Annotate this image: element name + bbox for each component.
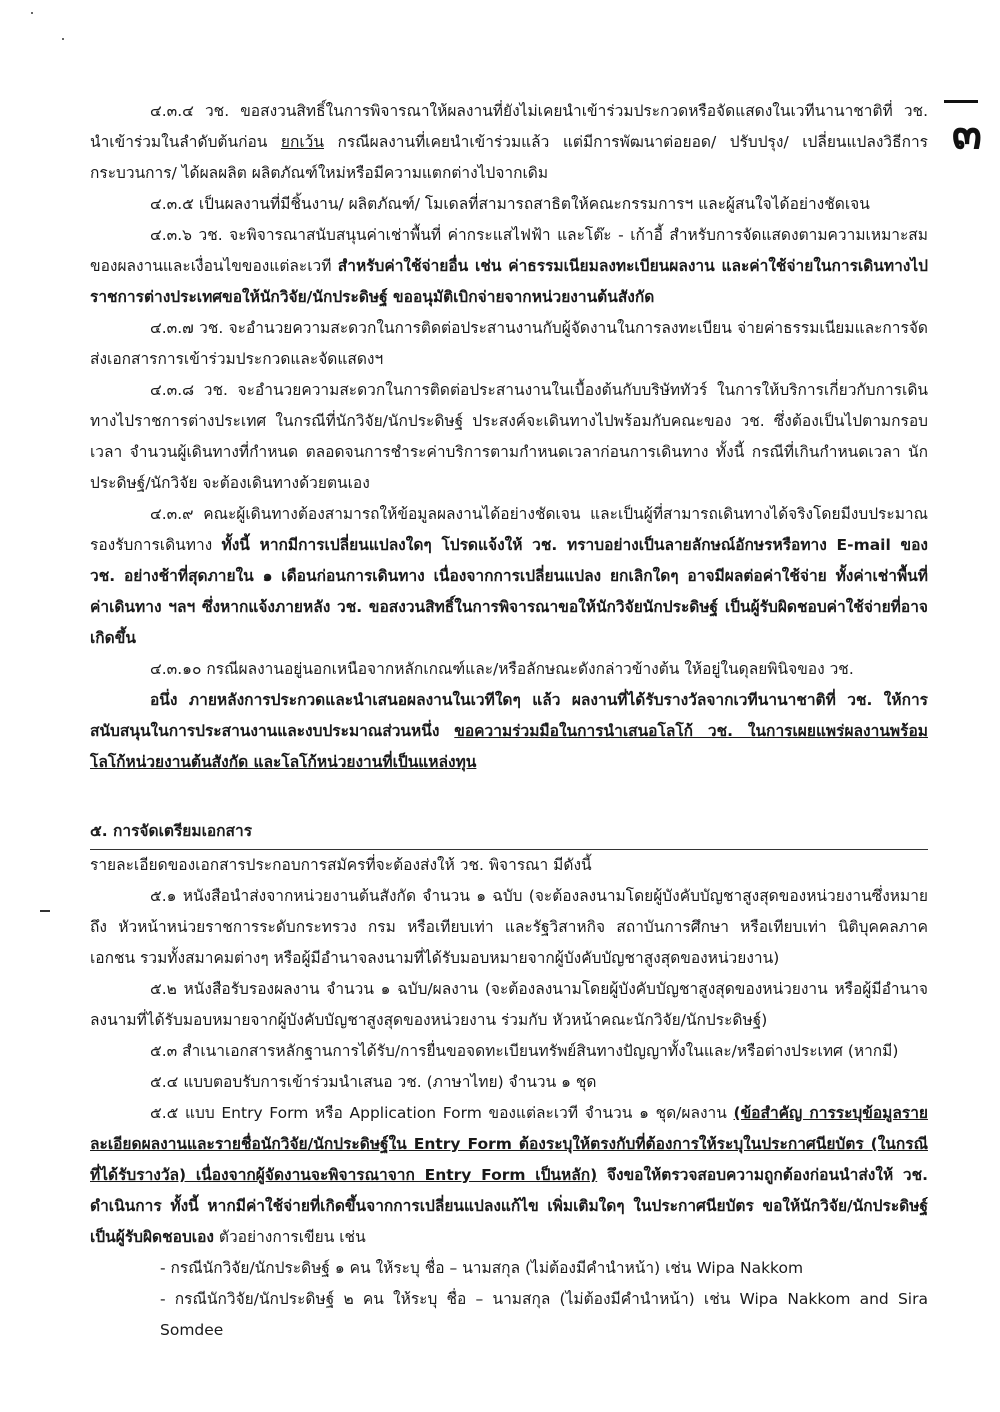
- scan-speck: [31, 12, 33, 14]
- margin-mark: [40, 910, 50, 912]
- item-text: ๔.๓.๙ คณะผู้เดินทางต้องสามารถให้ข้อมูลผลงานได้อย่างชัดเจน และเป็นผู้ที่สามารถเดินทางได้จริงโดยมีงบประมาณรองรับการเดินทาง: [90, 505, 928, 554]
- item-5-4: ๕.๔ แบบตอบรับการเข้าร่วมนำเสนอ วช. (ภาษาไทย) จำนวน ๑ ชุด: [150, 1073, 597, 1091]
- example-bullet-1: - กรณีนักวิจัย/นักประดิษฐ์ ๑ คน ให้ระบุ ชื่อ – นามสกุล (ไม่ต้องมีคำนำหน้า) เช่น Wipa Nakkom: [160, 1259, 804, 1277]
- document-body: [90, 96, 928, 1346]
- item-4-3-10: ๔.๓.๑๐ กรณีผลงานอยู่นอกเหนือจากหลักเกณฑ์และ/หรือลักษณะดังกล่าวข้างต้น ให้อยู่ในดุลยพินิจของ วช.: [150, 660, 854, 678]
- item-5-2: ๕.๒ หนังสือรับรองผลงาน จำนวน ๑ ฉบับ/ผลงาน (จะต้องลงนามโดยผู้บังคับบัญชาสูงสุดของหน่วยงาน หรือผู้มีอำนาจลงนามที่ได้รับมอบหมายจากผู้บังคับบัญชาสูงสุดของหน่วยงาน ร่วมกับ หัวหน้าคณะนักวิจัย/นักประดิษฐ์): [90, 980, 928, 1029]
- item-bold-text: จึงขอให้ตรวจสอบความถูกต้องก่อนนำส่งให้ วช. ดำเนินการ ทั้งนี้ หากมีค่าใช้จ่ายที่เกิดขึ้นจากการเปลี่ยนแปลงแก้ไข เพิ่มเติมใดๆ ในประกาศนียบัตร ขอให้นักวิจัย/นักประดิษฐ์เป็นผู้รับผิดชอบเอง: [90, 1166, 928, 1246]
- item-text: กรณีผลงานที่เคยนำเข้าร่วมแล้ว แต่มีการพัฒนาต่อยอด/ ปรับปรุง/ เปลี่ยนแปลงวิธีการ กระบวนการ/ ได้ผลผลิต ผลิตภัณฑ์ใหม่หรือมีความแตกต่างไปจากเดิม: [90, 133, 928, 182]
- item-4-3-6: [90, 220, 928, 313]
- note-text: อนึ่ง ภายหลังการประกวดและนำเสนอผลงานในเวทีใดๆ แล้ว ผลงานที่ได้รับรางวัลจากเวทีนานาชาติที่ วช. ให้การสนับสนุนในการประสานงานและงบประมาณส่วนหนึ่ง: [90, 691, 928, 740]
- scan-speck: [62, 38, 64, 40]
- item-4-3-9: [90, 499, 928, 654]
- item-4-3-5: ๔.๓.๕ เป็นผลงานที่มีชิ้นงาน/ ผลิตภัณฑ์/ โมเดลที่สามารถสาธิตให้คณะกรรมการฯ และผู้สนใจได้อย่างชัดเจน: [150, 195, 870, 213]
- item-text: ๔.๓.๔ วช. ขอสงวนสิทธิ์ในการพิจารณาให้ผลงานที่ยังไม่เคยนำเข้าร่วมประกวดหรือจัดแสดงในเวทีนานาชาติที่ วช. นำเข้าร่วมในลำดับต้นก่อน: [90, 102, 928, 151]
- item-bold-underlined-text: (ข้อสำคัญ การระบุข้อมูลรายละเอียดผลงานและรายชื่อนักวิจัย/นักประดิษฐ์ใน Entry Form ต้องระบุให้ตรงกับที่ต้องการให้ระบุในประกาศนียบัตร (ในกรณีที่ได้รับรางวัล) เนื่องจากผู้จัดงานจะพิจารณาจาก Entry Form เป็นหลัก): [90, 1104, 928, 1184]
- item-bold-text: ทั้งนี้ หากมีการเปลี่ยนแปลงใดๆ โปรดแจ้งให้ วช. ทราบอย่างเป็นลายลักษณ์อักษรหรือทาง E-mail ของ วช. อย่างช้าที่สุดภายใน ๑ เดือนก่อนการเดินทาง เนื่องจากการเปลี่ยนแปลง ยกเลิกใดๆ อาจมีผลต่อค่าใช้จ่าย ทั้งค่าเช่าพื้นที่ ค่าเดินทาง ฯลฯ ซึ่งหากแจ้งภายหลัง วช. ขอสงวนสิทธิ์ในการพิจารณาขอให้นักวิจัยนักประดิษฐ์ เป็นผู้รับผิดชอบค่าใช้จ่ายที่อาจเกิดขึ้น: [90, 536, 929, 647]
- item-bold-text: สำหรับค่าใช้จ่ายอื่น เช่น ค่าธรรมเนียมลงทะเบียนผลงาน และค่าใช้จ่ายในการเดินทางไปราชการต่างประเทศขอให้นักวิจัย/นักประดิษฐ์ ขออนุมัติเบิกจ่ายจากหน่วยงานต้นสังกัด: [90, 257, 928, 306]
- item-4-3-4: [90, 96, 928, 189]
- item-5-5: [90, 1098, 928, 1253]
- item-5-1: ๕.๑ หนังสือนำส่งจากหน่วยงานต้นสังกัด จำนวน ๑ ฉบับ (จะต้องลงนามโดยผู้บังคับบัญชาสูงสุดของหน่วยงานซึ่งหมายถึง หัวหน้าหน่วยราชการระดับกระทรวง กรม หรือเทียบเท่า และรัฐวิสาหกิจ สถาบันการศึกษา หรือเทียบเท่า นิติบุคคลภาคเอกชน รวมทั้งสมาคมต่างๆ หรือผู้มีอำนาจลงนามที่ได้รับมอบหมายจากผู้บังคับบัญชาสูงสุดของหน่วยงาน): [90, 887, 928, 967]
- section-5-intro: รายละเอียดของเอกสารประกอบการสมัครที่จะต้องส่งให้ วช. พิจารณา มีดังนี้: [90, 856, 592, 874]
- item-5-3: ๕.๓ สำเนาเอกสารหลักฐานการได้รับ/การยื่นขอจดทะเบียนทรัพย์สินทางปัญญาทั้งในและ/หรือต่างประเทศ (หากมี): [150, 1042, 899, 1060]
- section-5-heading: ๕. การจัดเตรียมเอกสาร: [90, 822, 253, 840]
- note-underlined-text: ขอความร่วมมือในการนำเสนอโลโก้ วช. ในการเผยแพร่ผลงานพร้อมโลโก้หน่วยงานต้นสังกัด และโลโก้หน่วยงานที่เป็นแหล่งทุน: [90, 722, 928, 771]
- note-paragraph: [90, 685, 928, 778]
- page-number: ๓: [951, 108, 982, 159]
- item-text: ตัวอย่างการเขียน เช่น: [213, 1228, 366, 1246]
- item-4-3-8: ๔.๓.๘ วช. จะอำนวยความสะดวกในการติดต่อประสานงานในเบื้องต้นกับบริษัททัวร์ ในการให้บริการเกี่ยวกับการเดินทางไปราชการต่างประเทศ ในกรณีที่นักวิจัย/นักประดิษฐ์ ประสงค์จะเดินทางไปพร้อมกับคณะของ วช. ซึ่งต้องเป็นไปตามกรอบเวลา จำนวนผู้เดินทางที่กำหนด ตลอดจนการชำระค่าบริการตามกำหนดเวลาก่อนการเดินทาง ทั้งนี้ กรณีที่เกินกำหนดเวลา นักประดิษฐ์/นักวิจัย จะต้องเดินทางด้วยตนเอง: [90, 381, 928, 492]
- item-text: ๕.๕ แบบ Entry Form หรือ Application Form ของแต่ละเวที จำนวน ๑ ชุด/ผลงาน: [150, 1104, 734, 1122]
- example-bullet-2: - กรณีนักวิจัย/นักประดิษฐ์ ๒ คน ให้ระบุ ชื่อ – นามสกุล (ไม่ต้องมีคำนำหน้า) เช่น Wipa Nakkom and Sira Somdee: [160, 1290, 928, 1339]
- item-underlined-text: ยกเว้น: [280, 133, 324, 151]
- item-text: ๔.๓.๖ วช. จะพิจารณาสนับสนุนค่าเช่าพื้นที่ ค่ากระแสไฟฟ้า และโต๊ะ - เก้าอี้ สำหรับการจัดแสดงตามความเหมาะสมของผลงานและเงื่อนไขของแต่ละเวที: [90, 226, 928, 275]
- item-4-3-7: ๔.๓.๗ วช. จะอำนวยความสะดวกในการติดต่อประสานงานกับผู้จัดงานในการลงทะเบียน จ่ายค่าธรรมเนียมและการจัดส่งเอกสารการเข้าร่วมประกวดและจัดแสดงฯ: [90, 319, 928, 368]
